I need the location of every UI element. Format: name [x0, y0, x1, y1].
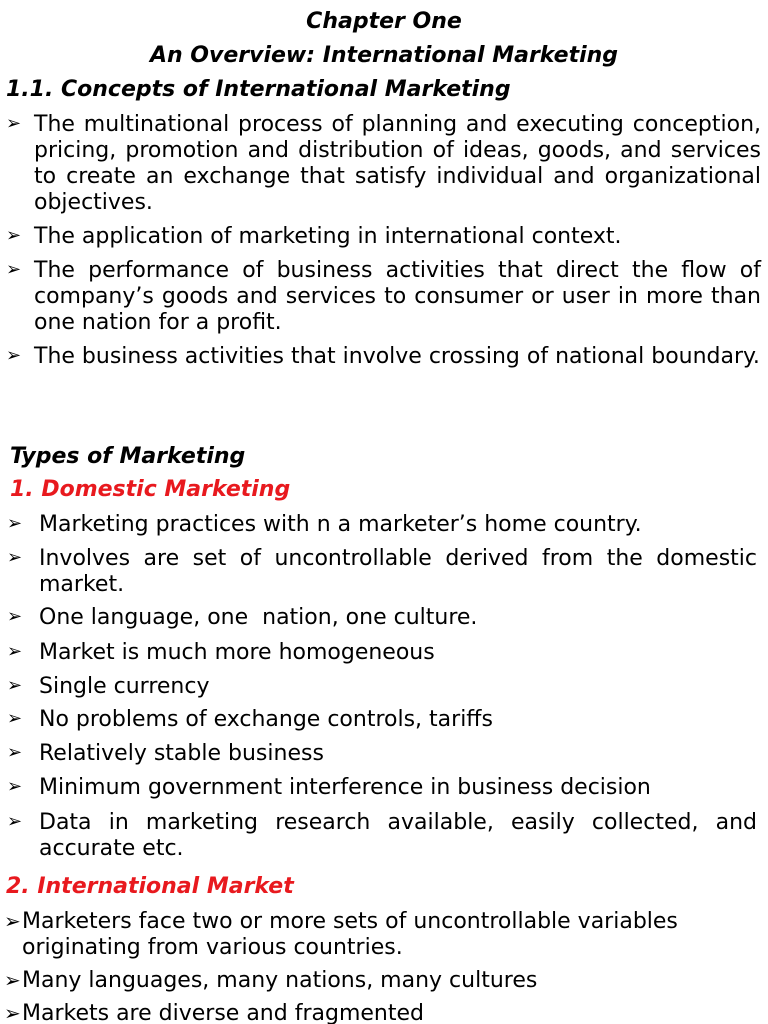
list-item-text: Marketers face two or more sets of uncontrollable variables originating from various countries. — [22, 909, 678, 960]
list-item-text: Many languages, many nations, many cultures — [22, 968, 538, 993]
list-item-text: The performance of business activities that direct the flow of company’s goods and services to consumer or user in more than one nation for a profit. — [34, 258, 761, 335]
bullet-arrow-icon: ➢ — [7, 708, 23, 729]
list-item-text: Market is much more homogeneous — [39, 640, 435, 665]
bullet-arrow-icon: ➢ — [7, 547, 23, 568]
bullet-arrow-icon: ➢ — [6, 225, 22, 246]
bullet-arrow-icon: ➢ — [4, 1001, 21, 1024]
list-item — [7, 674, 757, 700]
list-item-text: The application of marketing in international context. — [34, 224, 622, 249]
list-item — [7, 741, 757, 767]
overview-title: An Overview: International Marketing — [149, 43, 619, 68]
list-item — [6, 224, 761, 250]
list-item-text: Relatively stable business — [39, 741, 324, 766]
bullet-arrow-icon: ➢ — [7, 675, 23, 696]
bullet-arrow-icon: ➢ — [7, 641, 23, 662]
list-item-text: Involves are set of uncontrollable derived from the domestic market. — [39, 546, 757, 597]
list-item-text: The business activities that involve crossing of national boundary. — [34, 344, 760, 369]
bullet-arrow-icon: ➢ — [6, 259, 22, 280]
list-item-text: Data in marketing research available, easily collected, and accurate etc. — [39, 810, 757, 861]
bullet-arrow-icon: ➢ — [7, 513, 23, 534]
list-item-text: No problems of exchange controls, tariffs — [39, 707, 493, 732]
list-item — [4, 1001, 756, 1024]
bullet-arrow-icon: ➢ — [6, 113, 22, 134]
list-item — [7, 640, 757, 666]
list-item-text: One language, one nation, one culture. — [39, 605, 478, 630]
bullet-arrow-icon: ➢ — [4, 968, 21, 992]
bullet-arrow-icon: ➢ — [7, 776, 23, 797]
list-item — [7, 546, 757, 598]
bullet-arrow-icon: ➢ — [4, 909, 21, 933]
types-heading: Types of Marketing — [10, 444, 246, 469]
list-item — [6, 258, 761, 336]
chapter-title: Chapter One — [306, 9, 462, 34]
list-item — [4, 909, 756, 961]
list-item — [4, 968, 756, 994]
bullet-arrow-icon: ➢ — [7, 742, 23, 763]
list-item — [6, 344, 761, 396]
list-item — [7, 605, 757, 631]
domestic-marketing-heading: 1. Domestic Marketing — [10, 477, 291, 502]
international-market-heading: 2. International Market — [6, 874, 294, 899]
list-item — [7, 810, 757, 862]
bullet-arrow-icon: ➢ — [6, 345, 22, 366]
list-item — [7, 707, 757, 733]
section-heading-concepts: 1.1. Concepts of International Marketing — [6, 77, 511, 102]
list-item — [7, 512, 757, 538]
list-item-text: The multinational process of planning and executing conception, pricing, promotion and distribution of ideas, goods, and services to create an exchange that satisfy individual and organizational objectives. — [34, 112, 761, 215]
list-item — [6, 112, 761, 216]
list-item-text: Minimum government interference in business decision — [39, 775, 651, 800]
bullet-arrow-icon: ➢ — [7, 811, 23, 832]
bullet-arrow-icon: ➢ — [7, 606, 23, 627]
list-item-text: Marketing practices with n a marketer’s home country. — [39, 512, 642, 537]
list-item-text: Markets are diverse and fragmented — [22, 1001, 424, 1024]
list-item-text: Single currency — [39, 674, 210, 699]
list-item — [7, 775, 757, 801]
